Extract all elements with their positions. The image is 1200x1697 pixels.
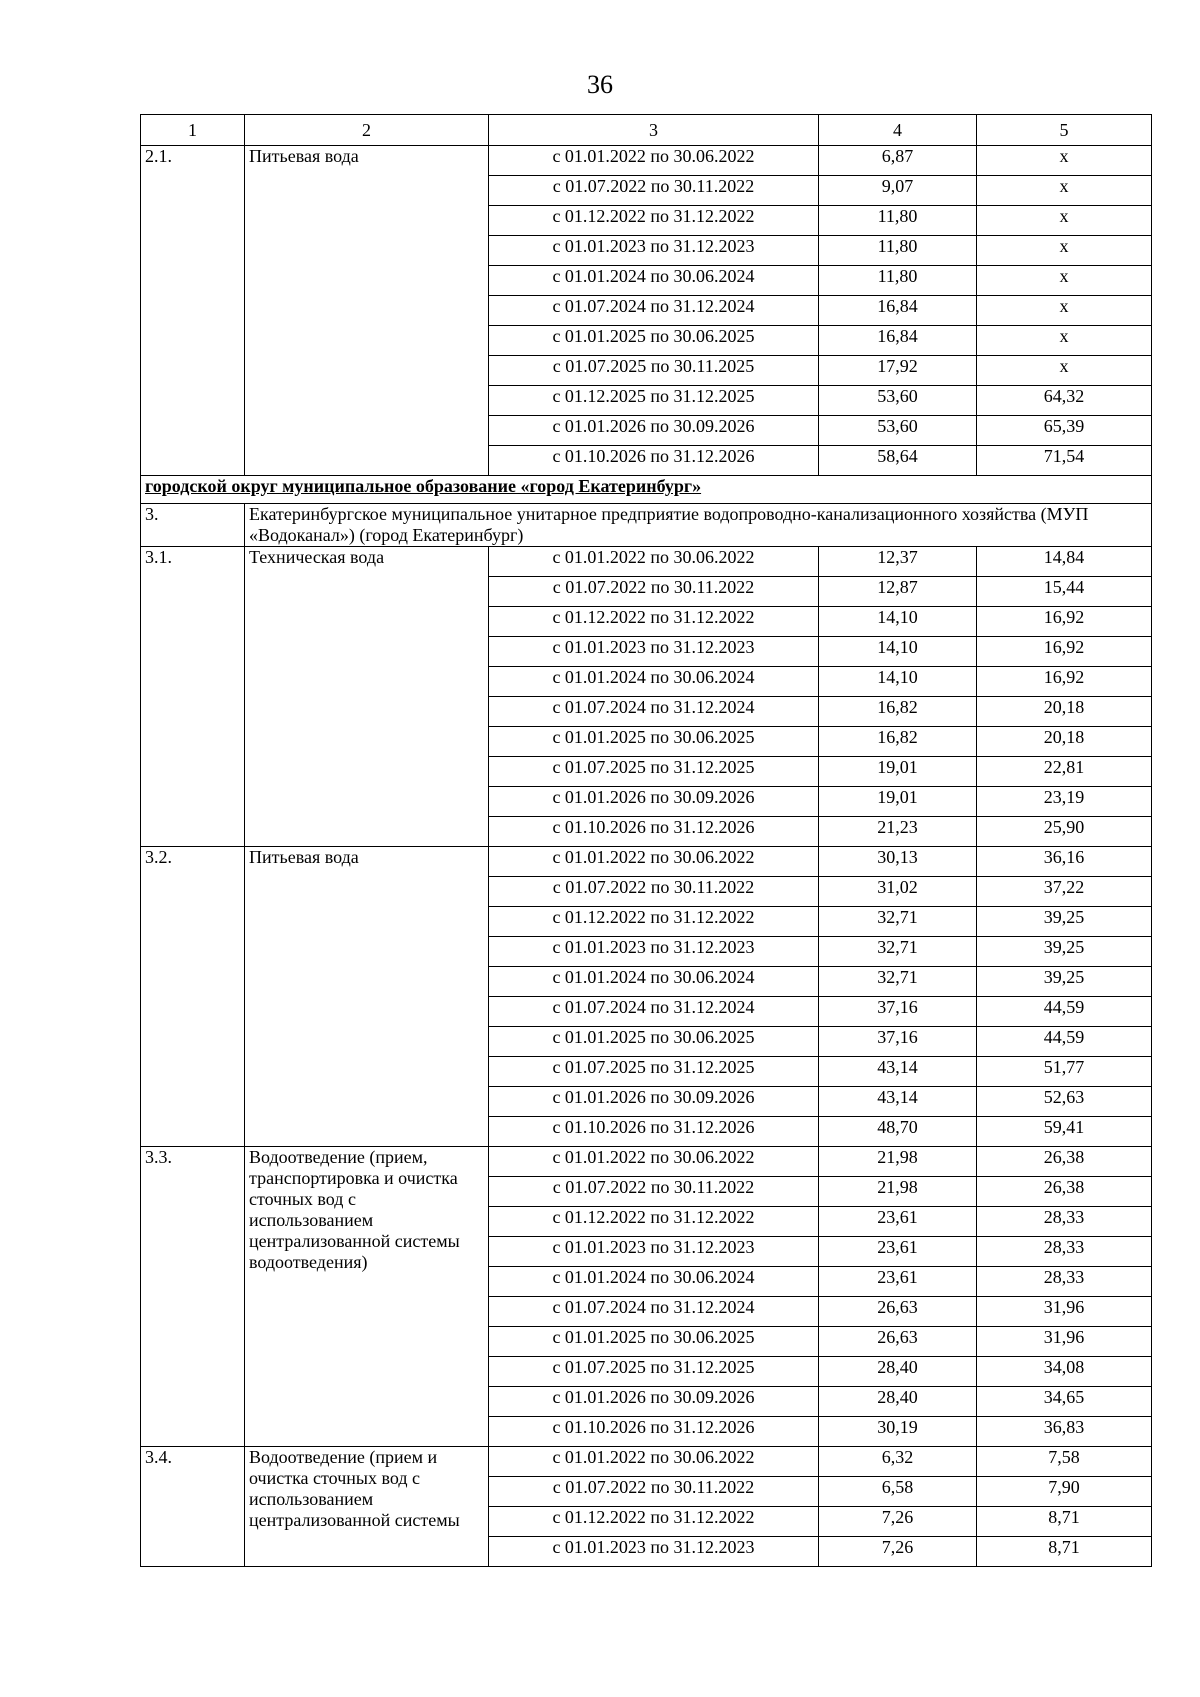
- tariff-without-vat: 30,19: [819, 1417, 977, 1447]
- tariff-with-vat: х: [977, 326, 1152, 356]
- group-3-4: [141, 1447, 1152, 1567]
- tariff-with-vat: 28,33: [977, 1267, 1152, 1297]
- period-cell: с 01.10.2026 по 31.12.2026: [489, 1117, 819, 1147]
- period-cell: с 01.01.2024 по 30.06.2024: [489, 667, 819, 697]
- tariff-without-vat: 9,07: [819, 176, 977, 206]
- tariff-with-vat: 65,39: [977, 416, 1152, 446]
- tariff-without-vat: 37,16: [819, 997, 977, 1027]
- tariff-with-vat: 8,71: [977, 1537, 1152, 1567]
- period-cell: с 01.01.2026 по 30.09.2026: [489, 416, 819, 446]
- tariff-without-vat: 37,16: [819, 1027, 977, 1057]
- period-cell: с 01.12.2022 по 31.12.2022: [489, 206, 819, 236]
- header-cell: 5: [977, 115, 1152, 146]
- tariff-with-vat: 39,25: [977, 967, 1152, 997]
- tariff-without-vat: 21,98: [819, 1177, 977, 1207]
- tariff-table: [140, 114, 1152, 1567]
- tariff-without-vat: 43,14: [819, 1057, 977, 1087]
- tariff-without-vat: 6,58: [819, 1477, 977, 1507]
- header-row: [141, 115, 1152, 146]
- header-cell: 2: [245, 115, 489, 146]
- group-3-2: [141, 847, 1152, 1147]
- tariff-without-vat: 7,26: [819, 1507, 977, 1537]
- period-cell: с 01.07.2022 по 30.11.2022: [489, 1477, 819, 1507]
- period-cell: с 01.07.2024 по 31.12.2024: [489, 997, 819, 1027]
- period-cell: с 01.07.2024 по 31.12.2024: [489, 1297, 819, 1327]
- tariff-without-vat: 21,23: [819, 817, 977, 847]
- tariff-with-vat: х: [977, 356, 1152, 386]
- tariff-with-vat: 39,25: [977, 907, 1152, 937]
- tariff-with-vat: 44,59: [977, 997, 1152, 1027]
- org-number: 3.: [141, 504, 245, 547]
- tariff-with-vat: 25,90: [977, 817, 1152, 847]
- tariff-with-vat: 37,22: [977, 877, 1152, 907]
- tariff-with-vat: 31,96: [977, 1327, 1152, 1357]
- tariff-with-vat: 51,77: [977, 1057, 1152, 1087]
- period-cell: с 01.07.2022 по 30.11.2022: [489, 877, 819, 907]
- tariff-with-vat: 59,41: [977, 1117, 1152, 1147]
- service-name: Питьевая вода: [245, 146, 489, 476]
- group-3-3: [141, 1147, 1152, 1447]
- tariff-with-vat: х: [977, 206, 1152, 236]
- tariff-without-vat: 53,60: [819, 386, 977, 416]
- tariff-with-vat: х: [977, 176, 1152, 206]
- period-cell: с 01.10.2026 по 31.12.2026: [489, 1417, 819, 1447]
- period-cell: с 01.01.2025 по 30.06.2025: [489, 1327, 819, 1357]
- item-number: 3.3.: [141, 1147, 245, 1447]
- period-cell: с 01.01.2025 по 30.06.2025: [489, 727, 819, 757]
- period-cell: с 01.12.2022 по 31.12.2022: [489, 1507, 819, 1537]
- tariff-without-vat: 26,63: [819, 1297, 977, 1327]
- tariff-without-vat: 16,84: [819, 326, 977, 356]
- service-name: Водоотведение (прием, транспортировка и очистка сточных вод с использованием централизованной системы водоотведения): [245, 1147, 489, 1447]
- tariff-without-vat: 23,61: [819, 1267, 977, 1297]
- header-cell: 4: [819, 115, 977, 146]
- period-cell: с 01.01.2022 по 30.06.2022: [489, 1147, 819, 1177]
- period-cell: с 01.07.2025 по 31.12.2025: [489, 1357, 819, 1387]
- tariff-without-vat: 26,63: [819, 1327, 977, 1357]
- tariff-without-vat: 23,61: [819, 1237, 977, 1267]
- table-row: [141, 146, 1152, 176]
- table-row: [141, 847, 1152, 877]
- period-cell: с 01.01.2023 по 31.12.2023: [489, 236, 819, 266]
- tariff-without-vat: 6,87: [819, 146, 977, 176]
- tariff-with-vat: 36,83: [977, 1417, 1152, 1447]
- tariff-with-vat: 16,92: [977, 637, 1152, 667]
- tariff-without-vat: 43,14: [819, 1087, 977, 1117]
- tariff-without-vat: 11,80: [819, 266, 977, 296]
- tariff-with-vat: х: [977, 236, 1152, 266]
- period-cell: с 01.01.2025 по 30.06.2025: [489, 1027, 819, 1057]
- period-cell: с 01.12.2025 по 31.12.2025: [489, 386, 819, 416]
- tariff-without-vat: 53,60: [819, 416, 977, 446]
- tariff-without-vat: 7,26: [819, 1537, 977, 1567]
- tariff-without-vat: 19,01: [819, 787, 977, 817]
- tariff-with-vat: 36,16: [977, 847, 1152, 877]
- tariff-without-vat: 31,02: [819, 877, 977, 907]
- period-cell: с 01.07.2025 по 31.12.2025: [489, 1057, 819, 1087]
- table-row: [141, 547, 1152, 577]
- tariff-with-vat: 8,71: [977, 1507, 1152, 1537]
- tariff-with-vat: 16,92: [977, 667, 1152, 697]
- period-cell: с 01.01.2022 по 30.06.2022: [489, 847, 819, 877]
- tariff-with-vat: 39,25: [977, 937, 1152, 967]
- tariff-with-vat: 16,92: [977, 607, 1152, 637]
- tariff-without-vat: 28,40: [819, 1357, 977, 1387]
- period-cell: с 01.01.2022 по 30.06.2022: [489, 547, 819, 577]
- period-cell: с 01.07.2022 по 30.11.2022: [489, 176, 819, 206]
- organization-row: [141, 504, 1152, 547]
- period-cell: с 01.07.2024 по 31.12.2024: [489, 296, 819, 326]
- period-cell: с 01.01.2026 по 30.09.2026: [489, 1087, 819, 1117]
- tariff-with-vat: х: [977, 296, 1152, 326]
- section-title: городской округ муниципальное образование «город Екатеринбург»: [141, 476, 1152, 504]
- period-cell: с 01.07.2025 по 31.12.2025: [489, 757, 819, 787]
- tariff-with-vat: х: [977, 266, 1152, 296]
- period-cell: с 01.07.2022 по 30.11.2022: [489, 577, 819, 607]
- tariff-without-vat: 17,92: [819, 356, 977, 386]
- tariff-without-vat: 48,70: [819, 1117, 977, 1147]
- period-cell: с 01.01.2024 по 30.06.2024: [489, 266, 819, 296]
- tariff-with-vat: 44,59: [977, 1027, 1152, 1057]
- group-3-1: [141, 547, 1152, 847]
- tariff-with-vat: 7,58: [977, 1447, 1152, 1477]
- tariff-with-vat: 28,33: [977, 1207, 1152, 1237]
- tariff-with-vat: 7,90: [977, 1477, 1152, 1507]
- group-2-1: [141, 146, 1152, 476]
- tariff-without-vat: 12,87: [819, 577, 977, 607]
- tariff-without-vat: 30,13: [819, 847, 977, 877]
- tariff-with-vat: 52,63: [977, 1087, 1152, 1117]
- tariff-with-vat: 23,19: [977, 787, 1152, 817]
- service-name: Питьевая вода: [245, 847, 489, 1147]
- tariff-without-vat: 21,98: [819, 1147, 977, 1177]
- table-row: [141, 1447, 1152, 1477]
- tariff-without-vat: 19,01: [819, 757, 977, 787]
- tariff-with-vat: 15,44: [977, 577, 1152, 607]
- section-row: [141, 476, 1152, 504]
- page-number: 36: [587, 70, 613, 99]
- header-cell: 3: [489, 115, 819, 146]
- tariff-without-vat: 14,10: [819, 637, 977, 667]
- period-cell: с 01.01.2022 по 30.06.2022: [489, 1447, 819, 1477]
- tariff-without-vat: 12,37: [819, 547, 977, 577]
- item-number: 3.2.: [141, 847, 245, 1147]
- item-number: 2.1.: [141, 146, 245, 476]
- tariff-with-vat: 26,38: [977, 1147, 1152, 1177]
- tariff-without-vat: 32,71: [819, 967, 977, 997]
- table-row: [141, 1147, 1152, 1177]
- tariff-with-vat: 22,81: [977, 757, 1152, 787]
- tariff-without-vat: 16,84: [819, 296, 977, 326]
- item-number: 3.1.: [141, 547, 245, 847]
- period-cell: с 01.07.2024 по 31.12.2024: [489, 697, 819, 727]
- period-cell: с 01.01.2023 по 31.12.2023: [489, 637, 819, 667]
- tariff-with-vat: 64,32: [977, 386, 1152, 416]
- service-name: Техническая вода: [245, 547, 489, 847]
- period-cell: с 01.01.2026 по 30.09.2026: [489, 1387, 819, 1417]
- tariff-without-vat: 58,64: [819, 446, 977, 476]
- period-cell: с 01.01.2023 по 31.12.2023: [489, 1237, 819, 1267]
- tariff-without-vat: 32,71: [819, 907, 977, 937]
- period-cell: с 01.01.2026 по 30.09.2026: [489, 787, 819, 817]
- tariff-with-vat: 14,84: [977, 547, 1152, 577]
- tariff-with-vat: 20,18: [977, 727, 1152, 757]
- tariff-with-vat: 34,08: [977, 1357, 1152, 1387]
- tariff-without-vat: 16,82: [819, 697, 977, 727]
- tariff-without-vat: 14,10: [819, 667, 977, 697]
- period-cell: с 01.01.2022 по 30.06.2022: [489, 146, 819, 176]
- tariff-with-vat: 71,54: [977, 446, 1152, 476]
- tariff-with-vat: 31,96: [977, 1297, 1152, 1327]
- tariff-with-vat: 26,38: [977, 1177, 1152, 1207]
- tariff-without-vat: 11,80: [819, 206, 977, 236]
- period-cell: с 01.10.2026 по 31.12.2026: [489, 817, 819, 847]
- tariff-with-vat: 28,33: [977, 1237, 1152, 1267]
- tariff-with-vat: х: [977, 146, 1152, 176]
- tariff-without-vat: 14,10: [819, 607, 977, 637]
- tariff-without-vat: 6,32: [819, 1447, 977, 1477]
- period-cell: с 01.01.2023 по 31.12.2023: [489, 1537, 819, 1567]
- service-name: Водоотведение (прием и очистка сточных вод с использованием централизованной системы: [245, 1447, 489, 1567]
- period-cell: с 01.01.2023 по 31.12.2023: [489, 937, 819, 967]
- tariff-without-vat: 28,40: [819, 1387, 977, 1417]
- tariff-with-vat: 20,18: [977, 697, 1152, 727]
- tariff-without-vat: 11,80: [819, 236, 977, 266]
- item-number: 3.4.: [141, 1447, 245, 1567]
- tariff-without-vat: 32,71: [819, 937, 977, 967]
- period-cell: с 01.12.2022 по 31.12.2022: [489, 907, 819, 937]
- org-name: Екатеринбургское муниципальное унитарное предприятие водопроводно-канализационного хозяйства (МУП «Водоканал») (город Екатеринбург): [245, 504, 1152, 547]
- period-cell: с 01.01.2024 по 30.06.2024: [489, 967, 819, 997]
- period-cell: с 01.01.2024 по 30.06.2024: [489, 1267, 819, 1297]
- period-cell: с 01.12.2022 по 31.12.2022: [489, 1207, 819, 1237]
- period-cell: с 01.07.2025 по 30.11.2025: [489, 356, 819, 386]
- period-cell: с 01.10.2026 по 31.12.2026: [489, 446, 819, 476]
- period-cell: с 01.01.2025 по 30.06.2025: [489, 326, 819, 356]
- tariff-with-vat: 34,65: [977, 1387, 1152, 1417]
- tariff-without-vat: 23,61: [819, 1207, 977, 1237]
- header-cell: 1: [141, 115, 245, 146]
- period-cell: с 01.07.2022 по 30.11.2022: [489, 1177, 819, 1207]
- tariff-without-vat: 16,82: [819, 727, 977, 757]
- period-cell: с 01.12.2022 по 31.12.2022: [489, 607, 819, 637]
